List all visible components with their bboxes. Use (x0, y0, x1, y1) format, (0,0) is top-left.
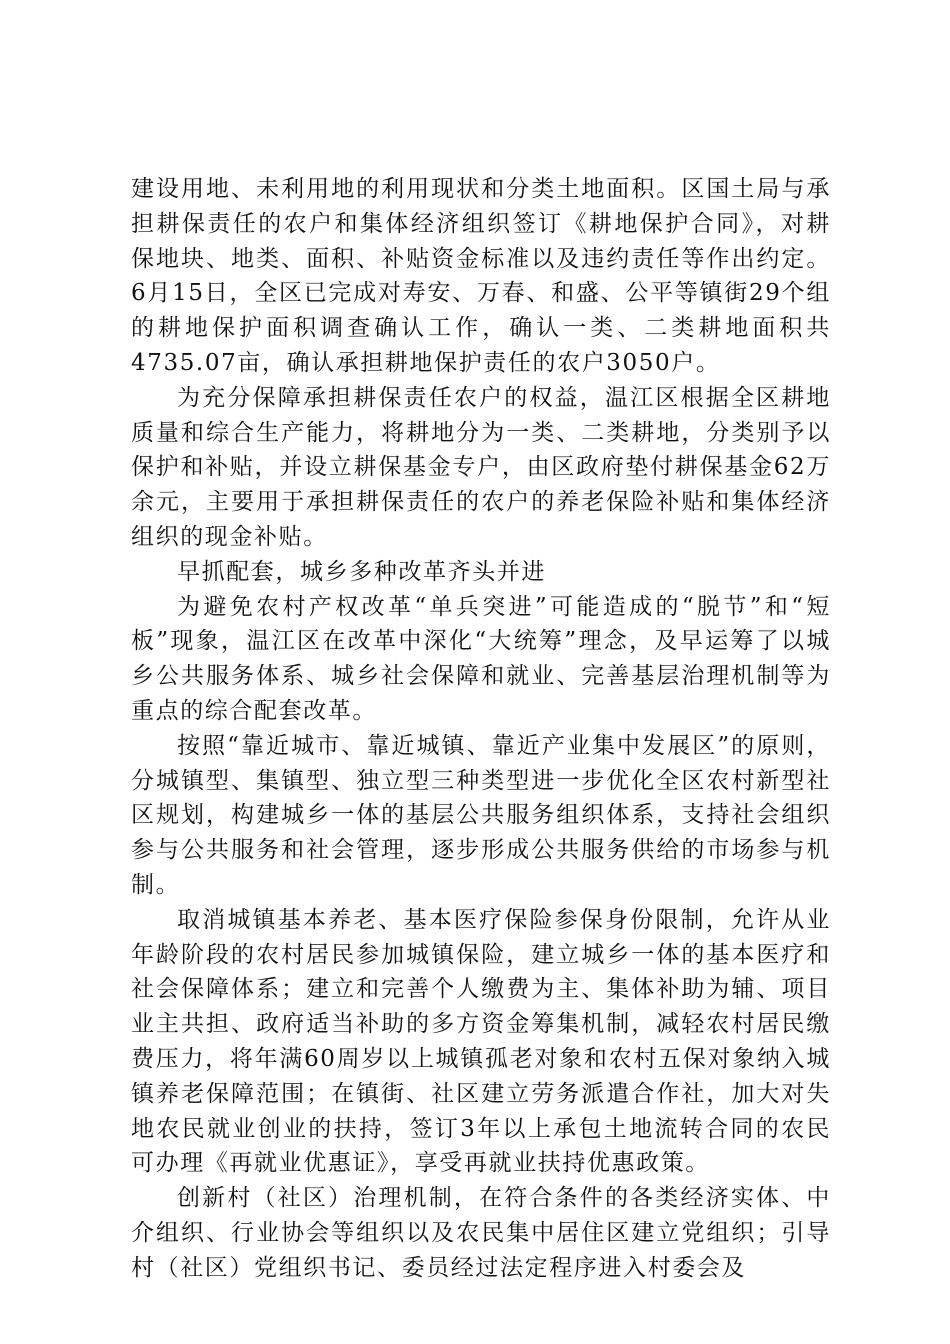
paragraph-1: 建设用地、未利用地的利用现状和分类土地面积。区国土局与承担耕保责任的农户和集体经济组织签订《耕地保护合同》，对耕保地块、地类、面积、补贴资金标准以及违约责任等作出约定。6月15日，全区已完成对寿安、万春、和盛、公平等镇街29个组的耕地保护面积调查确认工作，确认一类、二类耕地面积共4735.07亩，确认承担耕地保护责任的农户3050户。 (131, 176, 831, 376)
paragraph-2: 为充分保障承担耕保责任农户的权益，温江区根据全区耕地质量和综合生产能力，将耕地分为一类、二类耕地，分类别予以保护和补贴，并设立耕保基金专户，由区政府垫付耕保基金62万余元，主要用于承担耕保责任的农户的养老保险补贴和集体经济组织的现金补贴。 (131, 384, 831, 550)
section-heading: 早抓配套，城乡多种改革齐头并进 (177, 558, 546, 585)
paragraph-4: 按照“靠近城市、靠近城镇、靠近产业集中发展区”的原则，分城镇型、集镇型、独立型三种类型进一步优化全区农村新型社区规划，构建城乡一体的基层公共服务组织体系，支持社会组织参与公共服务和社会管理，逐步形成公共服务供给的市场参与机制。 (131, 732, 831, 898)
paragraph-6: 创新村（社区）治理机制，在符合条件的各类经济实体、中介组织、行业协会等组织以及农民集中居住区建立党组织；引导村（社区）党组织书记、委员经过法定程序进入村委会及 (131, 1185, 831, 1281)
paragraph-5: 取消城镇基本养老、基本医疗保险参保身份限制，允许从业年龄阶段的农村居民参加城镇保险，建立城乡一体的基本医疗和社会保障体系；建立和完善个人缴费为主、集体补助为辅、项目业主共担、政府适当补助的多方资金筹集机制，减轻农村居民缴费压力，将年满60周岁以上城镇孤老对象和农村五保对象纳入城镇养老保障范围；在镇街、社区建立劳务派遣合作社，加大对失地农民就业创业的扶持，签订3年以上承包土地流转合同的农民可办理《再就业优惠证》，享受再就业扶持优惠政策。 (131, 906, 831, 1177)
document-body (131, 172, 831, 1286)
paragraph-3: 为避免农村产权改革“单兵突进”可能造成的“脱节”和“短板”现象，温江区在改革中深化“大统筹”理念，及早运筹了以城乡公共服务体系、城乡社会保障和就业、完善基层治理机制等为重点的综合配套改革。 (131, 593, 831, 724)
